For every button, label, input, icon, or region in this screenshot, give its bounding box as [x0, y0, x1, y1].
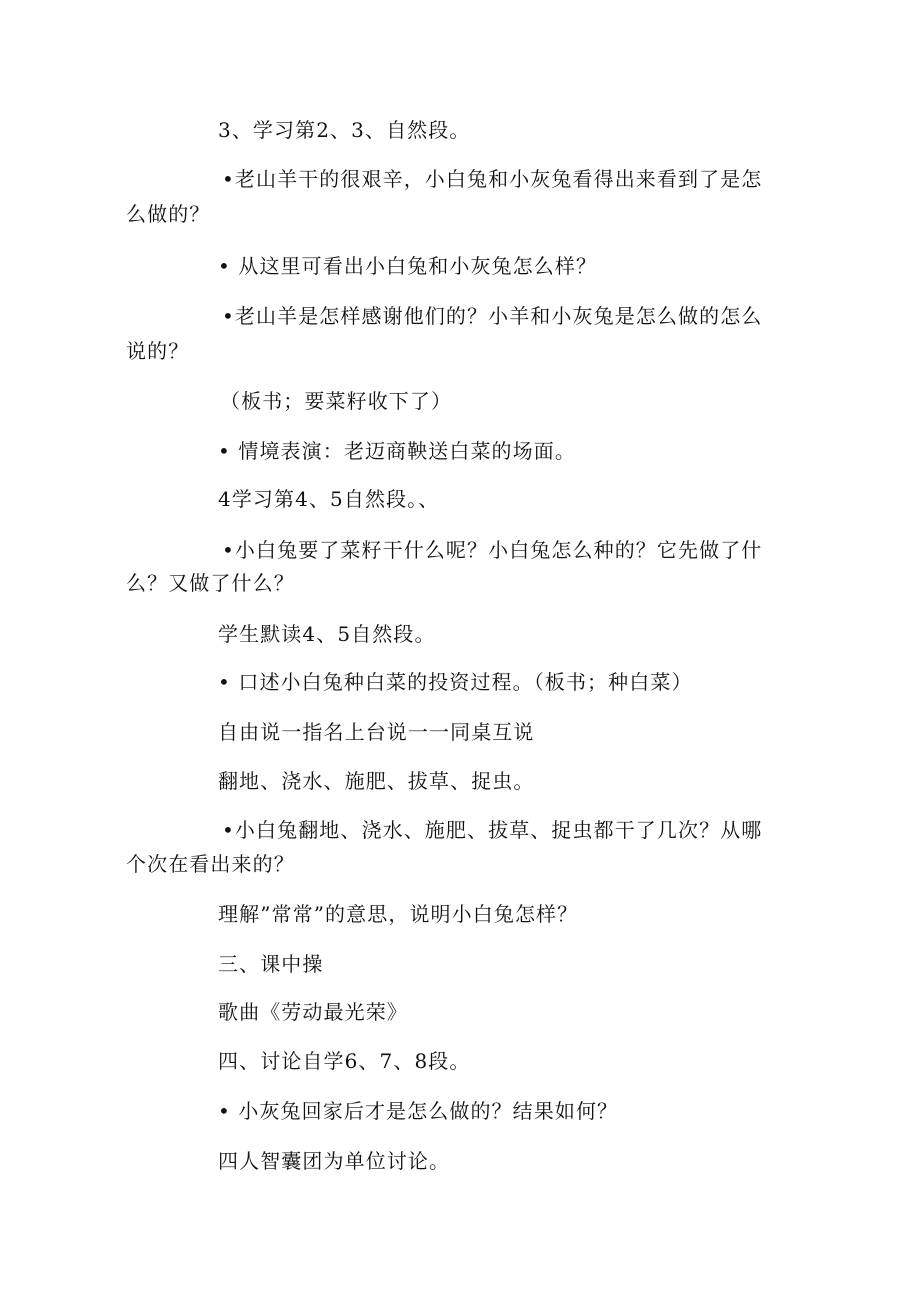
paragraph-line: 个次在看出来的？	[126, 852, 295, 876]
paragraph-line: •小白兔要了菜籽干什么呢？小白兔怎么种的？它先做了什	[222, 538, 763, 562]
paragraph-line: 么？又做了什么？	[126, 571, 295, 595]
paragraph-line: • 口述小白兔种白菜的投资过程。（板书；种白菜）	[218, 670, 693, 694]
paragraph-line: 四、讨论自学6、7、8段。	[218, 1049, 471, 1073]
paragraph-line: •老山羊是怎样感谢他们的？小羊和小灰兔是怎么做的怎么	[222, 304, 763, 328]
paragraph-line: 说的？	[126, 339, 190, 363]
paragraph-line: • 小灰兔回家后才是怎么做的？结果如何？	[218, 1099, 619, 1123]
paragraph-line: 么做的？	[126, 202, 211, 226]
paragraph-line: 理解”常常”的意思，说明小白兔怎样？	[218, 902, 579, 926]
paragraph-line: • 情境表演：老迈商鞅送白菜的场面。	[218, 439, 576, 463]
paragraph-line: （板书；要菜籽收下了）	[220, 389, 453, 413]
paragraph-line: 翻地、浇水、施肥、拔草、捉虫。	[218, 769, 535, 793]
paragraph-line: •小白兔翻地、浇水、施肥、拔草、捉虫都干了几次？从哪	[222, 818, 763, 842]
paragraph-line: 4学习第4、5自然段。、	[218, 487, 440, 511]
paragraph-line: 学生默读4、5自然段。	[218, 622, 436, 646]
paragraph-line: 四人智囊团为单位讨论。	[218, 1149, 451, 1173]
paragraph-line: 自由说一指名上台说一一同桌互说	[218, 720, 535, 744]
paragraph-line: 3、学习第2、3、自然段。	[218, 118, 471, 142]
paragraph-line: 三、课中操	[218, 952, 324, 976]
paragraph-line: • 从这里可看出小白兔和小灰兔怎么样？	[218, 254, 598, 278]
paragraph-line: 歌曲《劳动最光荣》	[218, 1000, 408, 1024]
paragraph-line: •老山羊干的很艰辛，小白兔和小灰兔看得出来看到了是怎	[222, 167, 763, 191]
